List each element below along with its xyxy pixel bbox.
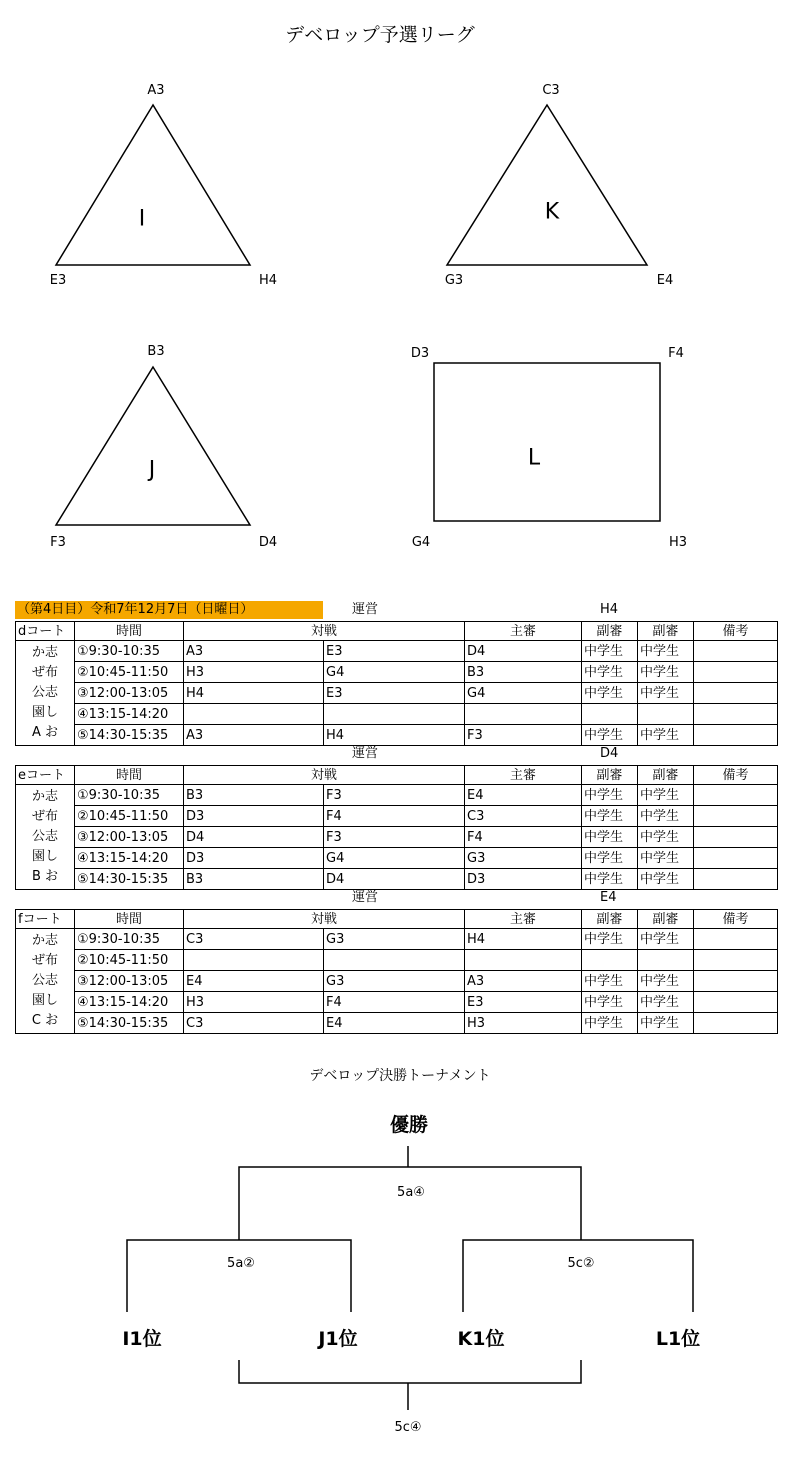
- header-match: 対戦: [184, 622, 465, 641]
- operation-team: D4: [600, 746, 619, 761]
- court-name: eコート: [16, 766, 75, 785]
- match-time: ④13:15-14:20: [75, 704, 184, 725]
- team1: H4: [184, 683, 324, 704]
- team1: B3: [184, 785, 324, 806]
- header-assistant1: 副審: [582, 910, 638, 929]
- team2: E3: [324, 683, 465, 704]
- match-time: ④13:15-14:20: [75, 848, 184, 869]
- assistant2: 中学生: [638, 827, 694, 848]
- group-j-vertex-right: D4: [258, 535, 278, 550]
- assistant1: 中学生: [582, 725, 638, 746]
- assistant2: 中学生: [638, 848, 694, 869]
- header-referee: 主審: [465, 910, 582, 929]
- group-k-vertex-top: C3: [542, 83, 560, 98]
- assistant2: 中学生: [638, 929, 694, 950]
- assistant1: 中学生: [582, 848, 638, 869]
- team1: H3: [184, 992, 324, 1013]
- group-l-vertex-bottom-left: G4: [411, 535, 431, 550]
- team1: B3: [184, 869, 324, 890]
- semi-right-match-label: 5c②: [567, 1256, 595, 1271]
- header-time: 時間: [75, 622, 184, 641]
- team1: H3: [184, 662, 324, 683]
- header-assistant2: 副審: [638, 910, 694, 929]
- operation-team: H4: [600, 602, 619, 617]
- referee: G3: [465, 848, 582, 869]
- assistant2: 中学生: [638, 725, 694, 746]
- header-notes: 備考: [694, 766, 778, 785]
- referee: E4: [465, 785, 582, 806]
- referee: H3: [465, 1013, 582, 1034]
- group-k-label: K: [544, 199, 560, 225]
- team2: F3: [324, 785, 465, 806]
- group-i-vertex-top: A3: [147, 83, 165, 98]
- group-k-vertex-right: E4: [656, 273, 674, 288]
- team2: D4: [324, 869, 465, 890]
- referee: H4: [465, 929, 582, 950]
- match-time: ②10:45-11:50: [75, 662, 184, 683]
- match-time: ①9:30-10:35: [75, 785, 184, 806]
- team2: F3: [324, 827, 465, 848]
- assistant1: 中学生: [582, 785, 638, 806]
- group-l-vertex-top-left: D3: [410, 346, 430, 361]
- team1: A3: [184, 641, 324, 662]
- venue-line: か志: [31, 789, 58, 804]
- group-i-vertex-left: E3: [49, 273, 67, 288]
- referee: A3: [465, 971, 582, 992]
- header-assistant1: 副審: [582, 622, 638, 641]
- referee: C3: [465, 806, 582, 827]
- match-time: ①9:30-10:35: [75, 929, 184, 950]
- bracket-line: [239, 1167, 581, 1240]
- operation-team: E4: [600, 890, 617, 905]
- bracket-line: [239, 1360, 581, 1383]
- assistant2: 中学生: [638, 1013, 694, 1034]
- match-time: ⑤14:30-15:35: [75, 725, 184, 746]
- venue-line: ぜ布: [31, 809, 58, 824]
- operation-label: 運営: [352, 746, 379, 761]
- referee: E3: [465, 992, 582, 1013]
- venue-line: C お: [31, 1013, 59, 1028]
- team2: H4: [324, 725, 465, 746]
- assistant2: 中学生: [638, 806, 694, 827]
- match-time: ③12:00-13:05: [75, 683, 184, 704]
- assistant1: 中学生: [582, 827, 638, 848]
- semi-left-match-label: 5a②: [227, 1256, 255, 1271]
- header-assistant2: 副審: [638, 622, 694, 641]
- assistant1: 中学生: [582, 869, 638, 890]
- match-time: ④13:15-14:20: [75, 992, 184, 1013]
- header-time: 時間: [75, 766, 184, 785]
- referee: D4: [465, 641, 582, 662]
- venue-line: 園し: [31, 993, 58, 1008]
- match-time: ②10:45-11:50: [75, 806, 184, 827]
- header-assistant2: 副審: [638, 766, 694, 785]
- header-notes: 備考: [694, 622, 778, 641]
- venue-line: B お: [31, 869, 59, 884]
- assistant2: 中学生: [638, 662, 694, 683]
- group-j-vertex-top: B3: [147, 344, 165, 359]
- team1: A3: [184, 725, 324, 746]
- court-name: fコート: [16, 910, 75, 929]
- assistant1: 中学生: [582, 929, 638, 950]
- assistant2: 中学生: [638, 992, 694, 1013]
- header-referee: 主審: [465, 622, 582, 641]
- team2: F4: [324, 992, 465, 1013]
- header-notes: 備考: [694, 910, 778, 929]
- venue-line: 園し: [31, 705, 58, 720]
- assistant1: 中学生: [582, 992, 638, 1013]
- team2: G4: [324, 662, 465, 683]
- assistant2: 中学生: [638, 785, 694, 806]
- assistant1: 中学生: [582, 641, 638, 662]
- assistant2: 中学生: [638, 971, 694, 992]
- match-time: ③12:00-13:05: [75, 827, 184, 848]
- venue-line: 公志: [31, 973, 58, 988]
- venue-line: 公志: [31, 685, 58, 700]
- venue-line: 公志: [31, 829, 58, 844]
- referee: G4: [465, 683, 582, 704]
- team2: G3: [324, 971, 465, 992]
- day-banner: （第4日目）令和7年12月7日（日曜日）: [15, 601, 323, 619]
- referee: F3: [465, 725, 582, 746]
- group-j-label: J: [148, 457, 156, 483]
- venue-line: A お: [31, 725, 59, 740]
- venue-line: 園し: [31, 849, 58, 864]
- assistant2: 中学生: [638, 869, 694, 890]
- group-l-vertex-top-right: F4: [668, 346, 684, 361]
- match-time: ②10:45-11:50: [75, 950, 184, 971]
- team-l1: L1位: [655, 1328, 701, 1350]
- venue-line: か志: [31, 933, 58, 948]
- team2: G4: [324, 848, 465, 869]
- team2: F4: [324, 806, 465, 827]
- group-k-vertex-left: G3: [444, 273, 464, 288]
- tournament-title: デベロップ決勝トーナメント: [309, 1068, 491, 1084]
- group-i-label: I: [138, 206, 146, 232]
- team1: D4: [184, 827, 324, 848]
- team2: E3: [324, 641, 465, 662]
- venue-line: ぜ布: [31, 665, 58, 680]
- header-time: 時間: [75, 910, 184, 929]
- match-time: ③12:00-13:05: [75, 971, 184, 992]
- operation-label: 運営: [352, 602, 379, 617]
- assistant2: 中学生: [638, 683, 694, 704]
- header-match: 対戦: [184, 910, 465, 929]
- assistant1: 中学生: [582, 683, 638, 704]
- champion-label: 優勝: [389, 1114, 428, 1136]
- assistant1: 中学生: [582, 1013, 638, 1034]
- team1: C3: [184, 929, 324, 950]
- team2: E4: [324, 1013, 465, 1034]
- referee: D3: [465, 869, 582, 890]
- venue-line: か志: [31, 645, 58, 660]
- assistant1: 中学生: [582, 806, 638, 827]
- third-place-match-label: 5c④: [394, 1420, 422, 1435]
- assistant2: 中学生: [638, 641, 694, 662]
- assistant1: 中学生: [582, 662, 638, 683]
- match-time: ⑤14:30-15:35: [75, 869, 184, 890]
- group-l-vertex-bottom-right: H3: [668, 535, 688, 550]
- team-i1: I1位: [122, 1328, 162, 1350]
- header-assistant1: 副審: [582, 766, 638, 785]
- team1: D3: [184, 806, 324, 827]
- group-l-label: L: [527, 445, 541, 471]
- team2: G3: [324, 929, 465, 950]
- group-i-vertex-right: H4: [258, 273, 278, 288]
- match-time: ⑤14:30-15:35: [75, 1013, 184, 1034]
- team-k1: K1位: [457, 1328, 505, 1350]
- court-name: dコート: [16, 622, 75, 641]
- final-match-label: 5a④: [397, 1185, 425, 1200]
- bracket-line: [463, 1240, 693, 1312]
- team1: D3: [184, 848, 324, 869]
- bracket-line: [127, 1240, 351, 1312]
- match-time: ①9:30-10:35: [75, 641, 184, 662]
- team-j1: J1位: [318, 1328, 358, 1350]
- league-title: デベロップ予選リーグ: [285, 24, 475, 46]
- assistant1: 中学生: [582, 971, 638, 992]
- header-referee: 主審: [465, 766, 582, 785]
- referee: B3: [465, 662, 582, 683]
- header-match: 対戦: [184, 766, 465, 785]
- team1: E4: [184, 971, 324, 992]
- referee: F4: [465, 827, 582, 848]
- team1: C3: [184, 1013, 324, 1034]
- venue-line: ぜ布: [31, 953, 58, 968]
- operation-label: 運営: [352, 890, 379, 905]
- group-j-vertex-left: F3: [50, 535, 66, 550]
